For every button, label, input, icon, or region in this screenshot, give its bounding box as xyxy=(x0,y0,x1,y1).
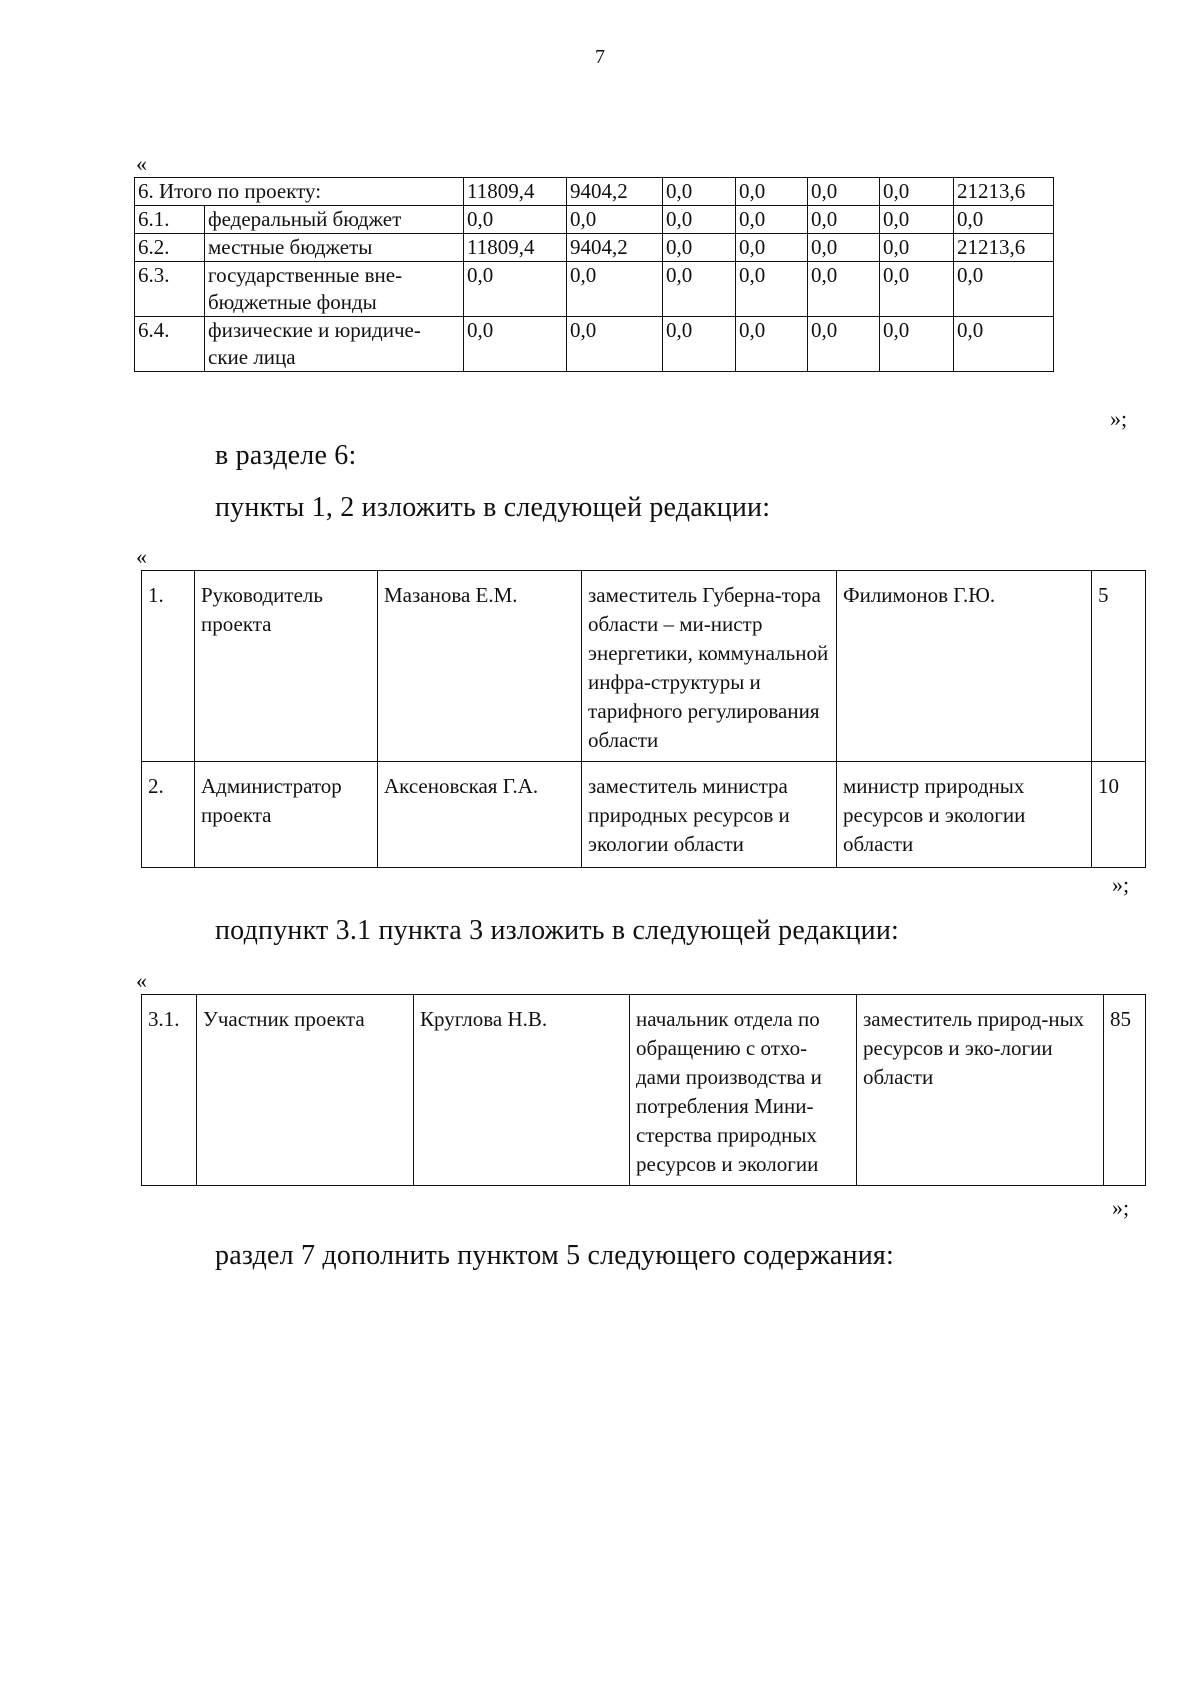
team-supervisor: Филимонов Г.Ю. xyxy=(837,571,1092,762)
finance-cell: 0,0 xyxy=(736,206,808,234)
finance-cell: 0,0 xyxy=(736,178,808,206)
team-supervisor: министр природных ресурсов и экологии области xyxy=(837,762,1092,868)
finance-cell: 0,0 xyxy=(663,234,736,262)
finance-cell: 0,0 xyxy=(663,262,736,317)
finance-row xyxy=(135,234,1054,262)
table-row xyxy=(142,995,1146,1186)
table-row xyxy=(142,571,1146,762)
finance-cell: 0,0 xyxy=(663,317,736,372)
participant-supervisor: заместитель природ-ных ресурсов и эко-логии области xyxy=(857,995,1104,1186)
close-quote: »; xyxy=(1112,1195,1130,1220)
finance-row-number: 6.3. xyxy=(135,262,205,317)
finance-row xyxy=(135,317,1054,372)
finance-cell: 0,0 xyxy=(880,178,954,206)
finance-cell: 0,0 xyxy=(808,178,880,206)
open-quote: « xyxy=(136,151,147,176)
finance-cell: 0,0 xyxy=(808,234,880,262)
finance-cell: 0,0 xyxy=(808,206,880,234)
finance-cell: 0,0 xyxy=(567,206,663,234)
finance-cell: 0,0 xyxy=(808,262,880,317)
team-position: заместитель министра природных ресурсов и экологии области xyxy=(582,762,837,868)
finance-row-label: федеральный бюджет xyxy=(205,206,464,234)
finance-cell: 0,0 xyxy=(880,234,954,262)
finance-row-label: государственные вне-бюджетные фонды xyxy=(205,262,464,317)
finance-cell: 0,0 xyxy=(954,206,1054,234)
paragraph-subpoint-3-1: подпункт 3.1 пункта 3 изложить в следующей редакции: xyxy=(215,915,900,946)
finance-cell: 0,0 xyxy=(663,206,736,234)
team-name: Мазанова Е.М. xyxy=(378,571,582,762)
finance-cell: 0,0 xyxy=(954,262,1054,317)
participant-table xyxy=(141,994,1146,1186)
close-quote: »; xyxy=(1112,872,1130,897)
finance-row-label: местные бюджеты xyxy=(205,234,464,262)
paragraph-points-1-2: пункты 1, 2 изложить в следующей редакции: xyxy=(215,492,771,523)
finance-cell: 0,0 xyxy=(736,234,808,262)
paragraph-section-7: раздел 7 дополнить пунктом 5 следующего содержания: xyxy=(215,1240,894,1271)
team-row-number: 2. xyxy=(142,762,195,868)
finance-total-row xyxy=(135,178,1054,206)
finance-cell: 0,0 xyxy=(663,178,736,206)
team-table xyxy=(141,570,1146,868)
finance-cell: 0,0 xyxy=(880,262,954,317)
finance-cell: 9404,2 xyxy=(567,178,663,206)
finance-cell: 21213,6 xyxy=(954,234,1054,262)
finance-row-label: физические и юридиче-ские лица xyxy=(205,317,464,372)
participant-row-number: 3.1. xyxy=(142,995,197,1186)
team-share: 10 xyxy=(1092,762,1146,868)
finance-cell: 11809,4 xyxy=(464,178,567,206)
participant-name: Круглова Н.В. xyxy=(414,995,630,1186)
open-quote: « xyxy=(136,968,147,993)
finance-cell: 0,0 xyxy=(736,262,808,317)
finance-cell: 0,0 xyxy=(880,206,954,234)
finance-cell: 11809,4 xyxy=(464,234,567,262)
finance-cell: 0,0 xyxy=(464,206,567,234)
paragraph-section-6: в разделе 6: xyxy=(215,440,357,471)
finance-cell: 0,0 xyxy=(954,317,1054,372)
open-quote: « xyxy=(136,544,147,569)
team-share: 5 xyxy=(1092,571,1146,762)
finance-cell: 0,0 xyxy=(736,317,808,372)
finance-cell: 0,0 xyxy=(808,317,880,372)
finance-row-number: 6.1. xyxy=(135,206,205,234)
finance-cell: 0,0 xyxy=(464,262,567,317)
team-name: Аксеновская Г.А. xyxy=(378,762,582,868)
finance-total-label: 6. Итого по проекту: xyxy=(135,178,464,206)
participant-role: Участник проекта xyxy=(197,995,414,1186)
close-quote: »; xyxy=(1110,406,1128,431)
finance-cell: 21213,6 xyxy=(954,178,1054,206)
finance-cell: 9404,2 xyxy=(567,234,663,262)
finance-table xyxy=(134,177,1054,372)
team-role: Руководитель проекта xyxy=(195,571,378,762)
team-role: Администратор проекта xyxy=(195,762,378,868)
team-row-number: 1. xyxy=(142,571,195,762)
finance-cell: 0,0 xyxy=(880,317,954,372)
finance-cell: 0,0 xyxy=(464,317,567,372)
participant-position: начальник отдела по обращению с отхо-дами производства и потребления Мини-стерства природных ресурсов и экологии xyxy=(630,995,857,1186)
finance-row-number: 6.4. xyxy=(135,317,205,372)
finance-row xyxy=(135,262,1054,317)
finance-row-number: 6.2. xyxy=(135,234,205,262)
page-number: 7 xyxy=(595,46,605,68)
finance-cell: 0,0 xyxy=(567,317,663,372)
finance-cell: 0,0 xyxy=(567,262,663,317)
participant-share: 85 xyxy=(1104,995,1146,1186)
finance-row xyxy=(135,206,1054,234)
team-position: заместитель Губерна-тора области – ми-нистр энергетики, коммунальной инфра-структуры и тарифного регулирования области xyxy=(582,571,837,762)
table-row xyxy=(142,762,1146,868)
